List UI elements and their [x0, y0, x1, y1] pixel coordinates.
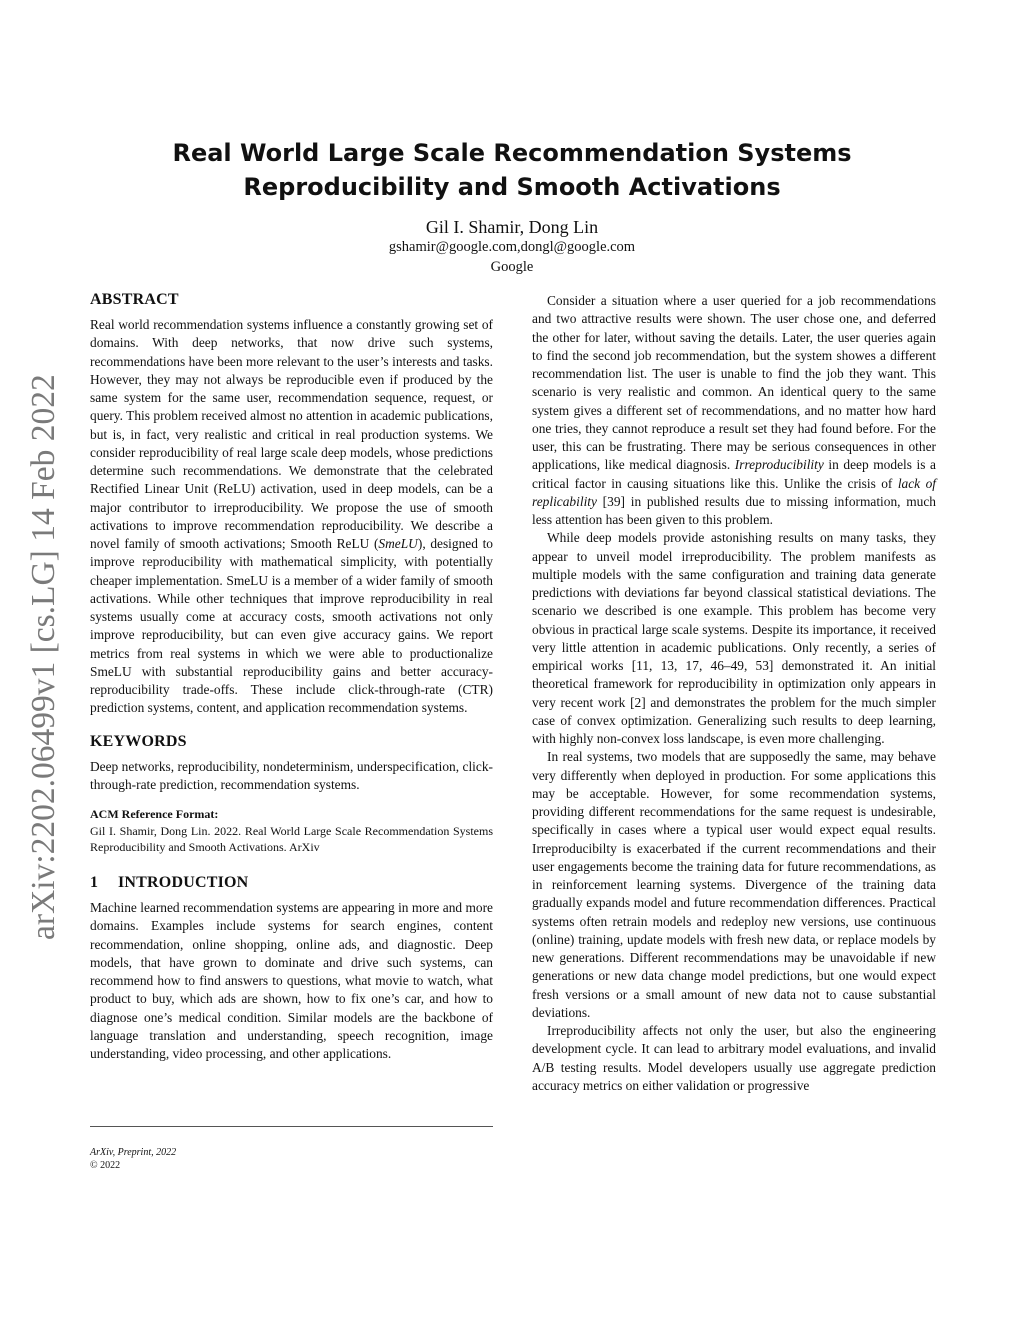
acm-reference-text: Gil I. Shamir, Dong Lin. 2022. Real World Large Scale Recommendation Systems Reproducibility and Smooth Activations. ArXiv [90, 824, 493, 854]
author-emails: gshamir@google.com,dongl@google.com [388, 239, 636, 255]
paper-title [150, 136, 874, 204]
arxiv-identifier-stamp: arXiv:2202.06499v1 [cs.LG] 14 Feb 2022 [25, 374, 62, 940]
paper-title-line-1: Real World Large Scale Recommendation Systems [172, 139, 852, 167]
abstract-paragraph: Real world recommendation systems influence a constantly growing set of domains. With deep networks, that now drive such systems, recommendations have been more relevant to the user’s interests and tasks. However, they may not always be reproducible even if produced by the same system for the same user, recommendation sequence, request, or query. This problem received almost no attention in academic publications, but is, in fact, very realistic and critical in real production systems. We consider reproducibility of real large scale deep models, whose predictions determine such recommendations. We demonstrate that the celebrated Rectified Linear Unit (ReLU) activation, used in deep models, can be a major contributor to irreproducibility. We propose the use of smooth activations to improve recommendation reproducibility. We describe a novel family of smooth activations; Smooth ReLU (SmeLU), designed to improve reproducibility with mathematical simplicity, with potentially cheaper implementation. SmeLU is a member of a wider family of smooth activations. While other techniques that improve reproducibility in real systems usually come at accuracy costs, smooth activations not only improve reproducibility, but can even give accuracy gains. We report metrics from real systems in which we were able to productionalize SmeLU with substantial reproducibility gains and better accuracy-reproducibility trade-offs. These include click-through-rate (CTR) prediction systems, content, and application recommendation systems. [90, 317, 493, 716]
right-paragraph-2: While deep models provide astonishing results on many tasks, they appear to unveil model irreproducibility. The problem manifests as multiple models with the same configuration and training data generate predictions with deviations far beyond classical statistical deviations. The scenario we described is one example. This problem has become very obvious in practical large scale systems. Despite its importance, it received very little attention in academic publications. Only recently, a series of empirical works [11, 13, 17, 46–49, 53] demonstrated it. An initial theoretical framework for reproducibility in optimization only appears in very recent work [2] and demonstrates the problem for the much simpler case of convex optimization. Generalizing such results to deep learning, with highly non-convex loss landscape, is even more challenging. [532, 530, 936, 746]
introduction-paragraph-1: Machine learned recommendation systems are appearing in more and more domains. Examples include systems for search engines, content recommendation, online shopping, online ads, and diagnostic. Deep models, that have grown to dominate and drive such systems, can recommend how to find answers to questions, what movie to watch, what product to buy, which ads are shown, how to fix one’s car, and how to diagnose one’s medical condition. Similar models are the backbone of language translation and understanding, speech recognition, image understanding, video processing, and other applications. [90, 900, 493, 1061]
keywords-text: Deep networks, reproducibility, nondeterminism, underspecification, click-through-rate prediction, recommendation systems. [90, 758, 493, 792]
right-paragraph-3: In real systems, two models that are supposedly the same, may behave very differently when deployed in production. For some applications this may be acceptable. However, for some recommendation systems, providing different recommendations for the same request is undesirable, specifically in cases where a typical user would expect equal results. Irreproducibilty is exacerbated if the current recommendations and their user engagements become the training data for future recommendations, as in reinforcement learning systems. Divergence of the training data gradually expands model and future recommendation differences. Practical systems often retrain models and redeploy new versions, use continuous (online) training, update models with fresh new data, or replace models by new generations. Different recommendations may be unavoidable if new generations or new data change model predictions, but one would expect fresh versions or a small amount of new data not to cause substantial deviations. [532, 749, 936, 1020]
footnote-divider [90, 1126, 493, 1127]
author-affiliation: Google [490, 259, 534, 275]
right-paragraph-4: Irreproducibility affects not only the user, but also the engineering development cycle. It can lead to arbitrary model evaluations, and invalid A/B testing results. Model developers usually use aggregate prediction accuracy metrics on either validation or progressive [532, 1023, 936, 1093]
left-column [90, 290, 493, 1063]
keywords-heading: KEYWORDS [90, 732, 187, 750]
author-names: Gil I. Shamir, Dong Lin [425, 217, 599, 237]
right-column [532, 292, 936, 1095]
footnote-copyright: © 2022 [90, 1160, 121, 1171]
abstract-heading: ABSTRACT [90, 291, 179, 308]
footnote-venue: ArXiv, Preprint, 2022 [90, 1147, 177, 1158]
smelu-term: SmeLU [378, 536, 418, 551]
paper-title-line-2: Reproducibility and Smooth Activations [243, 173, 781, 201]
right-paragraph-1: Consider a situation where a user queried for a job recommendations and two attractive results were shown. The user chose one, and deferred the other for later, without saving the details. Later, the user queries again to find the second job recommendation, but the system showes a different recommendation list. The user is unable to find the job they want. This scenario is very realistic and common. An identical query to the same system gives a different set of recommendations, and no matter how hard one tries, they cannot reproduce a result set they had found before. For the user, this can be frustrating. There may be serious consequences in other applications, like medical diagnosis. Irreproducibility in deep models is a critical factor in causing situations like this. Unlike the crisis of lack of replicability [39] in published results due to missing information, much less attention has been given to this problem. [532, 293, 936, 527]
acm-reference-heading: ACM Reference Format: [90, 807, 219, 821]
introduction-heading: 1 INTRODUCTION [90, 874, 249, 891]
footnote [90, 1146, 176, 1172]
